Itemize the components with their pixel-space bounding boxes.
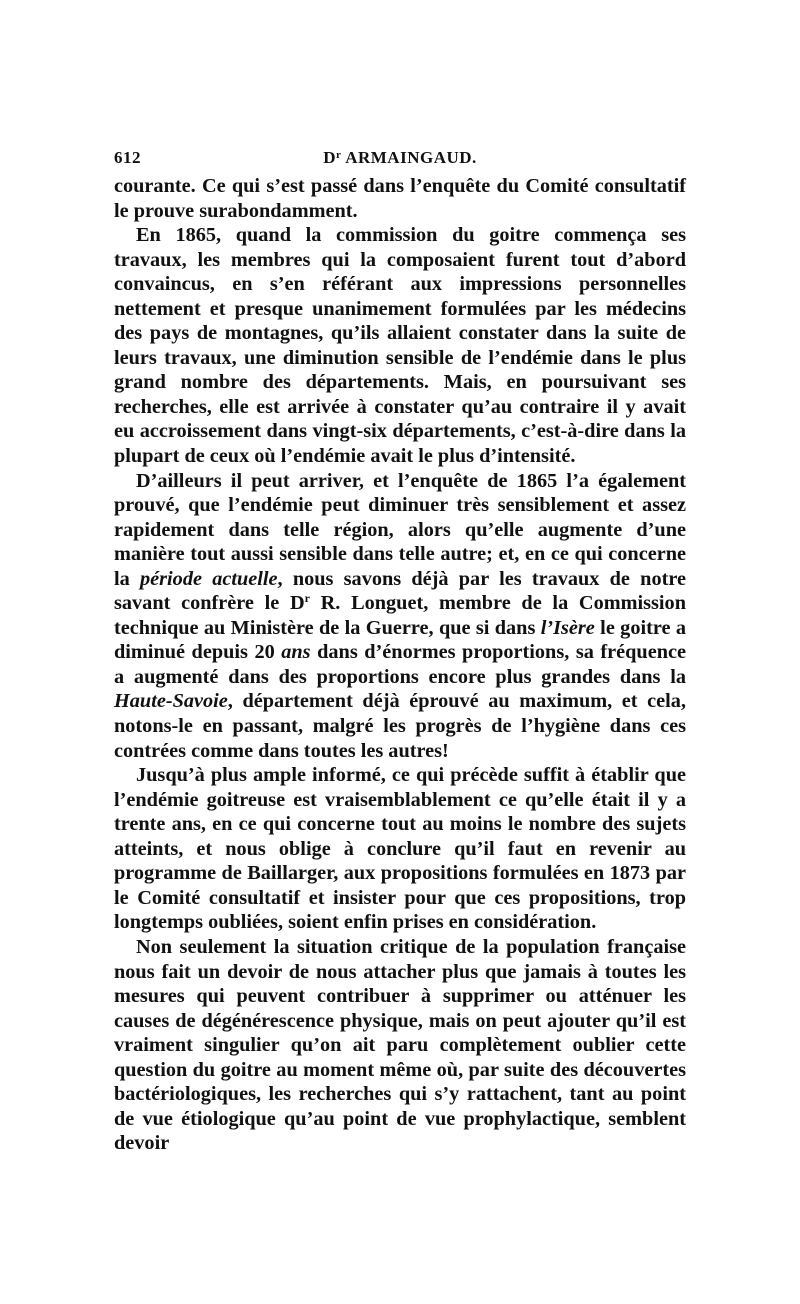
paragraph-1 <box>114 174 686 223</box>
text-run: , nous savons déjà par les travaux de notre savant confrère le D <box>114 567 686 615</box>
author-running-title <box>114 148 686 168</box>
italic-text: Haute-Savoie <box>114 690 228 713</box>
text-run: Non seulement la situation critique de la population française nous fait un devoir de nous attacher plus que jamais à toutes les mesures qui peuvent contribuer à supprimer ou atténuer les causes de dégénérescence physique, mais on peut ajouter qu’il est vraiment singulier qu’on ait paru complètement oublier cette question du goitre au moment même où, par suite des découvertes bactériologiques, les recherches qui s’y rattachent, tant au point de vue étiologique qu’au point de vue prophylactique, semblent devoir <box>114 935 686 1155</box>
paragraph-4 <box>114 763 686 935</box>
text-run: Jusqu’à plus ample informé, ce qui précède suffit à établir que l’endémie goitreuse est vraisemblablement ce qu’elle était il y a trente ans, en ce qui concerne tout au moins le nombre des sujets atteints, et nous oblige à conclure qu’il faut en revenir au programme de Baillarger, aux propositions formulées en 1873 par le Comité consultatif et insister pour que ces propositions, trop longtemps oubliées, soient enfin prises en considération. <box>114 764 686 934</box>
paragraph-3 <box>114 469 686 764</box>
book-page <box>114 148 686 1156</box>
running-header <box>114 148 686 174</box>
page-number: 612 <box>114 148 141 167</box>
author-prefix-superscript: r <box>336 149 342 161</box>
text-run: , département déjà éprouvé au maximum, et cela, notons-le en passant, malgré les progrès de l’hygiène dans ces contrées comme dans toutes les autres! <box>114 690 686 762</box>
paragraph-2 <box>114 223 686 468</box>
author-prefix: D <box>323 148 336 167</box>
text-run: dans d’énormes proportions, sa fréquence a augmenté dans des proportions encore plus grandes dans la <box>114 641 686 688</box>
paragraph-5 <box>114 935 686 1156</box>
author-name: ARMAINGAUD. <box>345 148 477 167</box>
text-run: R. Longuet, membre de la Commission technique au Ministère de la Guerre, que si dans <box>114 592 686 639</box>
italic-text: l’Isère <box>540 616 595 639</box>
text-run: courante. Ce qui s’est passé dans l’enquête du Comité consultatif le prouve surabondamment. <box>114 175 686 222</box>
text-run: En 1865, quand la commission du goitre commença ses travaux, les membres qui la composaient furent tout d’abord convaincus, en s’en référant aux impressions personnelles nettement et presque unanimement formulées par les médecins des pays de montagnes, qu’ils allaient constater dans la suite de leurs travaux, une diminution sensible de l’endémie dans le plus grand nombre des départements. Mais, en poursuivant ses recherches, elle est arrivée à constater qu’au contraire il y avait eu accroissement dans vingt-six départements, c’est-à-dire dans la plupart de ceux où l’endémie avait le plus d’intensité. <box>114 224 686 468</box>
italic-text: période actuelle <box>140 567 278 590</box>
superscript-text: r <box>304 591 310 606</box>
italic-text: ans <box>281 641 311 664</box>
body-text <box>114 174 686 1156</box>
text-run: le goitre a diminué depuis 20 <box>114 616 687 664</box>
text-run: D’ailleurs il peut arriver, et l’enquête de 1865 l’a également prouvé, que l’endémie peut diminuer très sensiblement et assez rapidement dans telle région, alors qu’elle augmente d’une manière tout aussi sensible dans telle autre; et, en ce qui concerne la <box>114 469 686 590</box>
